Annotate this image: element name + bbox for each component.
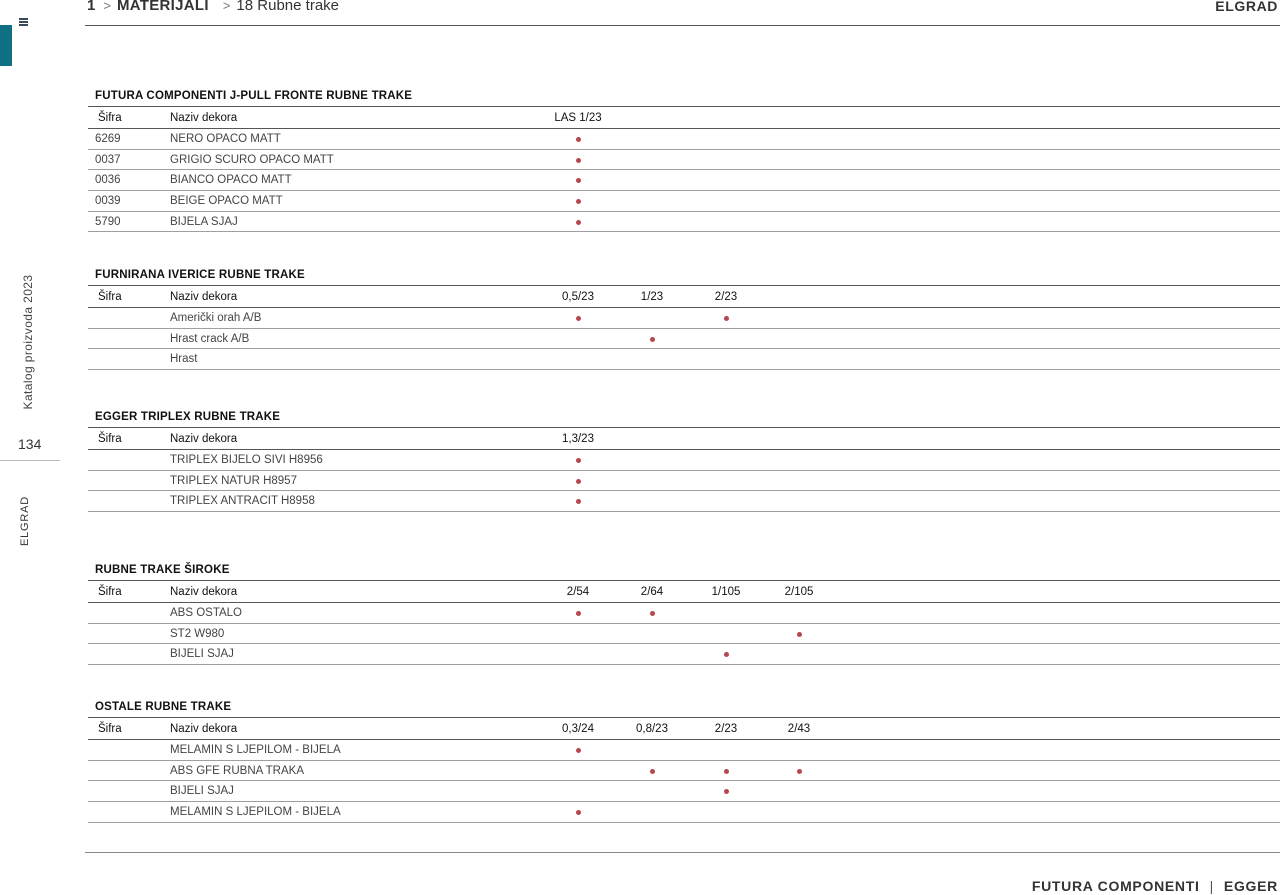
column-header: 0,8/23 — [636, 723, 668, 735]
availability-dot-icon — [650, 611, 655, 616]
row-name: TRIPLEX BIJELO SIVI H8956 — [170, 454, 323, 466]
menu-icon[interactable] — [19, 18, 28, 26]
header-name: Naziv dekora — [170, 586, 238, 598]
row-name: Hrast crack A/B — [170, 332, 250, 345]
row-name: ABS GFE RUBNA TRAKA — [170, 764, 304, 777]
row-code: 0036 — [95, 174, 121, 187]
table-header-row — [88, 717, 1280, 740]
table-row — [88, 781, 1280, 802]
column-header: 2/64 — [640, 586, 664, 598]
availability-dot-icon — [576, 479, 581, 484]
table-row — [88, 212, 1280, 233]
column-header: 2/23 — [714, 723, 738, 735]
column-header: 0,3/24 — [562, 723, 594, 735]
table-header-row — [88, 580, 1280, 603]
table-section — [88, 407, 1280, 512]
row-code: 6269 — [95, 133, 121, 145]
table-row — [88, 329, 1280, 350]
table-row — [88, 471, 1280, 492]
header-name: Naziv dekora — [170, 112, 238, 124]
breadcrumb-section[interactable]: MATERIJALI — [116, 0, 209, 14]
availability-dot-icon — [724, 789, 729, 794]
row-name: TRIPLEX NATUR H8957 — [170, 474, 297, 487]
table-row — [88, 603, 1280, 624]
row-name: MELAMIN S LJEPILOM - BIJELA — [170, 744, 341, 756]
column-header: 2/23 — [714, 291, 738, 303]
table-title: RUBNE TRAKE ŠIROKE — [95, 564, 230, 576]
column-header: 1/105 — [711, 586, 741, 598]
table-row — [88, 349, 1280, 370]
header-name: Naziv dekora — [170, 291, 238, 303]
availability-dot-icon — [576, 316, 581, 321]
availability-dot-icon — [650, 337, 655, 342]
table-row — [88, 170, 1280, 191]
availability-dot-icon — [576, 748, 581, 753]
table-row — [88, 191, 1280, 212]
table-row — [88, 761, 1280, 782]
breadcrumb — [87, 0, 339, 14]
availability-dot-icon — [724, 769, 729, 774]
row-name: BIANCO OPACO MATT — [170, 174, 292, 187]
sidebar-brand: ELGRAD — [19, 495, 31, 547]
table-title: FUTURA COMPONENTI J-PULL FRONTE RUBNE TRAKE — [95, 90, 413, 102]
availability-dot-icon — [576, 178, 581, 183]
table-row — [88, 150, 1280, 171]
table-section — [88, 560, 1280, 665]
row-name: GRIGIO SCURO OPACO MATT — [170, 153, 334, 166]
header-code: Šifra — [98, 586, 122, 598]
row-name: BIJELI SJAJ — [170, 648, 234, 661]
row-name: TRIPLEX ANTRACIT H8958 — [170, 495, 315, 508]
footer-left: FUTURA COMPONENTI — [1031, 878, 1200, 894]
column-header: 1,3/23 — [562, 433, 594, 445]
column-header: LAS 1/23 — [554, 112, 602, 124]
footer-divider: | — [1209, 878, 1214, 894]
row-name: BEIGE OPACO MATT — [170, 195, 283, 208]
header-code: Šifra — [98, 112, 122, 124]
availability-dot-icon — [576, 611, 581, 616]
row-name: Američki orah A/B — [170, 312, 262, 324]
row-name: NERO OPACO MATT — [170, 133, 281, 145]
availability-dot-icon — [576, 137, 581, 142]
column-header: 2/105 — [784, 586, 814, 598]
column-header: 1/23 — [640, 291, 664, 303]
row-name: BIJELI SJAJ — [170, 785, 234, 798]
column-header: 2/54 — [566, 586, 590, 598]
sidebar-catalog-label: Katalog proizvoda 2023 — [21, 274, 35, 410]
footer — [1032, 878, 1278, 894]
availability-dot-icon — [724, 652, 729, 657]
row-code: 0039 — [95, 195, 121, 208]
availability-dot-icon — [797, 632, 802, 637]
breadcrumb-number-1: 1 — [87, 0, 96, 14]
row-name: BIJELA SJAJ — [170, 215, 238, 228]
header-divider — [85, 25, 1280, 26]
row-code: 0037 — [95, 153, 121, 166]
sidebar-divider — [0, 460, 60, 461]
availability-dot-icon — [576, 220, 581, 225]
table-title: FURNIRANA IVERICE RUBNE TRAKE — [95, 269, 305, 281]
column-header: 2/43 — [787, 723, 811, 735]
page-number: 134 — [18, 436, 42, 452]
table-header-row — [88, 106, 1280, 129]
header-code: Šifra — [98, 433, 122, 445]
breadcrumb-number-2: 18 — [236, 0, 254, 14]
table-section — [88, 86, 1280, 232]
table-row — [88, 450, 1280, 471]
header-code: Šifra — [98, 723, 122, 735]
row-name: MELAMIN S LJEPILOM - BIJELA — [170, 806, 341, 819]
bottom-divider — [85, 852, 1280, 853]
chevron-right-icon: > — [222, 0, 231, 13]
availability-dot-icon — [576, 810, 581, 815]
table-header-row — [88, 427, 1280, 450]
table-row — [88, 491, 1280, 512]
column-header: 0,5/23 — [562, 291, 594, 303]
row-code: 5790 — [95, 215, 121, 228]
accent-bar — [0, 25, 12, 66]
row-name: ST2 W980 — [170, 627, 225, 640]
availability-dot-icon — [576, 199, 581, 204]
header-name: Naziv dekora — [170, 723, 238, 735]
table-section — [88, 265, 1280, 370]
table-row — [88, 740, 1280, 761]
availability-dot-icon — [576, 499, 581, 504]
table-row — [88, 802, 1280, 823]
availability-dot-icon — [724, 316, 729, 321]
header-code: Šifra — [98, 291, 122, 303]
table-row — [88, 308, 1280, 329]
table-section — [88, 697, 1280, 823]
table-row — [88, 129, 1280, 150]
table-row — [88, 644, 1280, 665]
table-title: OSTALE RUBNE TRAKE — [95, 701, 232, 713]
row-name: Hrast — [170, 353, 198, 366]
header-name: Naziv dekora — [170, 433, 238, 445]
availability-dot-icon — [576, 158, 581, 163]
footer-right: EGGER — [1223, 878, 1278, 894]
availability-dot-icon — [576, 458, 581, 463]
availability-dot-icon — [797, 769, 802, 774]
breadcrumb-page[interactable]: Rubne trake — [257, 0, 339, 14]
header-brand: ELGRAD — [1215, 0, 1278, 14]
chevron-right-icon: > — [103, 0, 111, 13]
availability-dot-icon — [650, 769, 655, 774]
row-name: ABS OSTALO — [170, 607, 243, 619]
table-title: EGGER TRIPLEX RUBNE TRAKE — [95, 411, 281, 423]
table-header-row — [88, 285, 1280, 308]
table-row — [88, 624, 1280, 645]
